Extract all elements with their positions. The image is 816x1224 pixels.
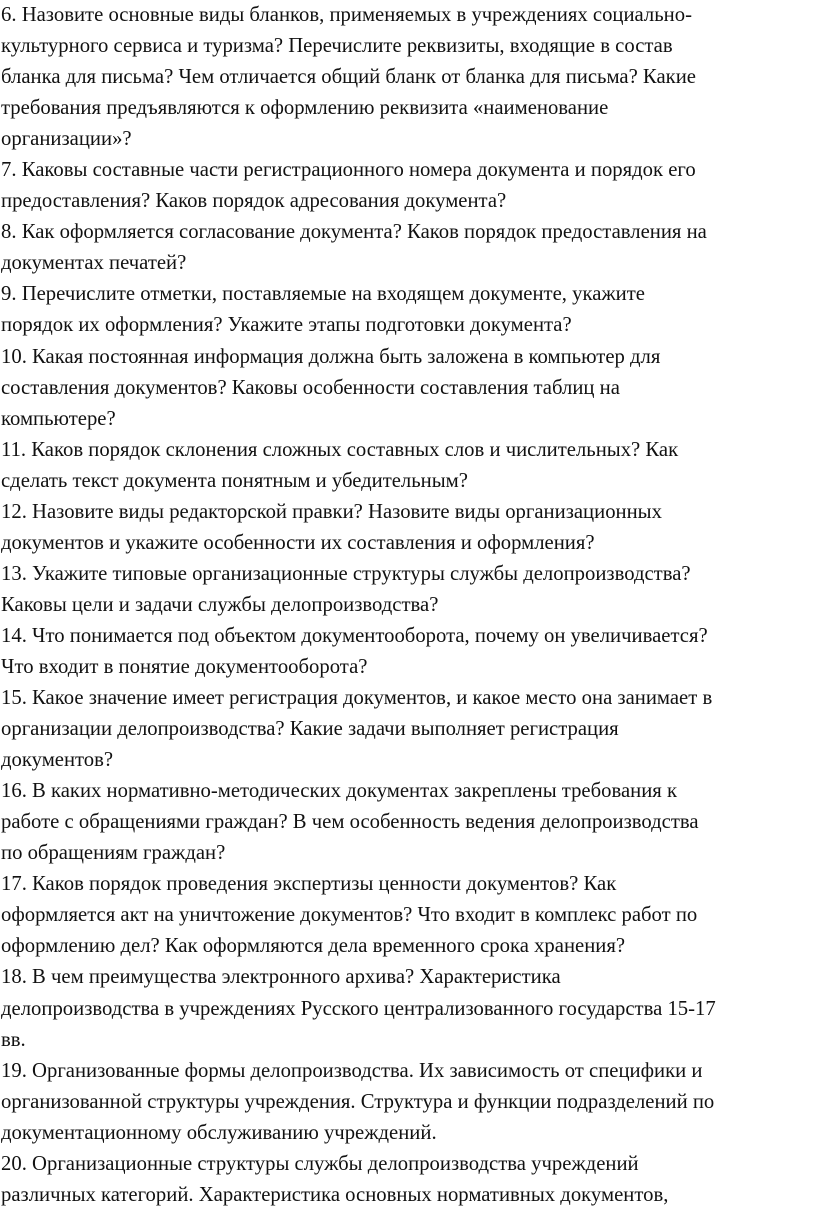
question-item [1,683,816,776]
question-line: 19. Организованные формы делопроизводства. Их зависимость от специфики и [1,1059,703,1082]
question-line: Что входит в понятие документооборота? [1,655,368,678]
question-line: документов? [1,749,114,772]
question-line: вв. [1,1028,26,1051]
question-line: сделать текст документа понятным и убедительным? [1,469,468,492]
question-line: культурного сервиса и туризма? Перечислите реквизиты, входящие в состав [1,35,673,58]
question-item [1,776,816,869]
question-item [1,621,816,683]
question-line: работе с обращениями граждан? В чем особенность ведения делопроизводства [1,811,699,834]
question-line: оформлению дел? Как оформляются дела временного срока хранения? [1,935,626,958]
question-line: 11. Каков порядок склонения сложных составных слов и числительных? Как [1,438,679,461]
question-item [1,279,816,341]
question-line: документов и укажите особенности их составления и оформления? [1,531,595,554]
question-line: организации»? [1,128,132,151]
question-item [1,962,816,1055]
question-line: 16. В каких нормативно-методических документах закреплены требования к [1,780,678,803]
question-line: документах печатей? [1,252,187,275]
question-line: 9. Перечислите отметки, поставляемые на входящем документе, укажите [1,283,645,306]
question-item [1,869,816,962]
question-line: составления документов? Каковы особенности составления таблиц на [1,376,620,399]
question-line: организации делопроизводства? Какие задачи выполняет регистрация [1,718,619,741]
question-item [1,497,816,559]
question-line: по обращениям граждан? [1,842,226,865]
question-item [1,0,816,155]
question-line: требования предъявляются к оформлению реквизита «наименование [1,97,609,120]
question-item [1,217,816,279]
question-line: 15. Какое значение имеет регистрация документов, и какое место она занимает в [1,687,713,710]
question-line: документационному обслуживанию учреждений. [1,1121,437,1144]
question-item [1,342,816,435]
question-line: 7. Каковы составные части регистрационного номера документа и порядок его [1,159,696,182]
question-item [1,155,816,217]
question-line: делопроизводства в учреждениях Русского централизованного государства 15-17 [1,997,716,1020]
question-line: различных категорий. Характеристика основных нормативных документов, [1,1183,669,1206]
question-line: организованной структуры учреждения. Структура и функции подразделений по [1,1090,715,1113]
question-line: 13. Укажите типовые организационные структуры службы делопроизводства? [1,562,691,585]
question-item [1,1149,816,1211]
question-line: 6. Назовите основные виды бланков, применяемых в учреждениях социально- [1,4,692,26]
question-line: бланка для письма? Чем отличается общий бланк от бланка для письма? Какие [1,66,696,89]
question-line: оформляется акт на уничтожение документов? Что входит в комплекс работ по [1,904,698,927]
question-line: 12. Назовите виды редакторской правки? Назовите виды организационных [1,500,662,523]
question-line: 17. Каков порядок проведения экспертизы ценности документов? Как [1,873,617,896]
question-item [1,559,816,621]
question-item [1,435,816,497]
question-line: 18. В чем преимущества электронного архива? Характеристика [1,966,561,989]
question-line: 14. Что понимается под объектом документооборота, почему он увеличивается? [1,624,708,647]
question-line: 20. Организационные структуры службы делопроизводства учреждений [1,1152,639,1175]
question-item [1,1056,816,1149]
question-list [1,0,816,1211]
question-line: 10. Какая постоянная информация должна быть заложена в компьютер для [1,345,661,368]
question-line: порядок их оформления? Укажите этапы подготовки документа? [1,314,572,337]
question-line: Каковы цели и задачи службы делопроизводства? [1,593,439,616]
question-line: предоставления? Каков порядок адресования документа? [1,190,507,213]
question-line: компьютере? [1,407,116,430]
question-line: 8. Как оформляется согласование документа? Каков порядок предоставления на [1,221,707,244]
